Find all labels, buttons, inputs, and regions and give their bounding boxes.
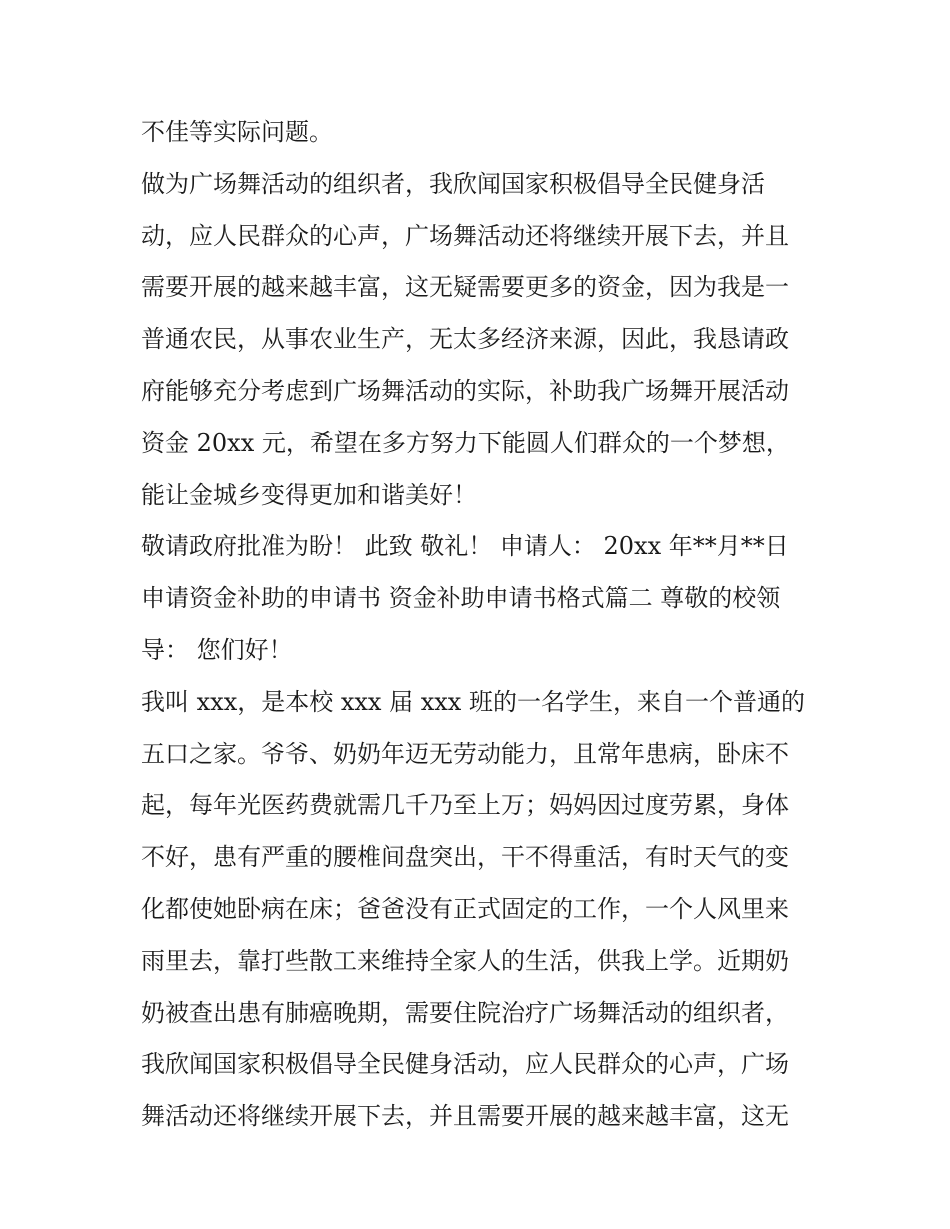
text-line: 雨里去，靠打些散工来维持全家人的生活，供我上学。近期奶 [141,946,789,975]
text-line: 需要开展的越来越丰富，这无疑需要更多的资金，因为我是一 [141,273,789,302]
text-line: 做为广场舞活动的组织者，我欣闻国家积极倡导全民健身活 [141,169,765,198]
text-line: 不好，患有严重的腰椎间盘突出，干不得重活，有时天气的变 [141,843,789,872]
text-line: 府能够充分考虑到广场舞活动的实际，补助我广场舞开展活动 [141,376,789,405]
text-line: 普通农民，从事农业生产，无太多经济来源，因此，我恳请政 [141,325,789,354]
text-line: 敬请政府批准为盼！ 此致 敬礼！ 申请人： 20xx 年**月**日 [141,532,789,561]
text-line: 五口之家。爷爷、奶奶年迈无劳动能力，且常年患病，卧床不 [141,739,789,768]
text-line: 不佳等实际问题。 [141,118,333,146]
text-line: 化都使她卧病在床；爸爸没有正式固定的工作，一个人风里来 [141,894,789,923]
text-line: 我欣闻国家积极倡导全民健身活动，应人民群众的心声，广场 [141,1050,789,1079]
text-line: 我叫 xxx，是本校 xxx 届 xxx 班的一名学生，来自一个普通的 [141,687,805,716]
text-line: 能让金城乡变得更加和谐美好！ [141,480,477,509]
text-line: 资金 20xx 元，希望在多方努力下能圆人们群众的一个梦想， [141,428,790,457]
document-body [141,107,821,1143]
text-line: 舞活动还将继续开展下去，并且需要开展的越来越丰富，这无 [141,1102,789,1131]
text-line: 起，每年光医药费就需几千乃至上万；妈妈因过度劳累，身体 [141,791,789,820]
text-line: 奶被查出患有肺癌晚期，需要住院治疗广场舞活动的组织者， [141,998,789,1027]
text-line: 申请资金补助的申请书 资金补助申请书格式篇二 尊敬的校领 [141,584,781,613]
text-line: 导： 您们好！ [141,635,293,664]
text-line: 动，应人民群众的心声，广场舞活动还将继续开展下去，并且 [141,221,789,250]
